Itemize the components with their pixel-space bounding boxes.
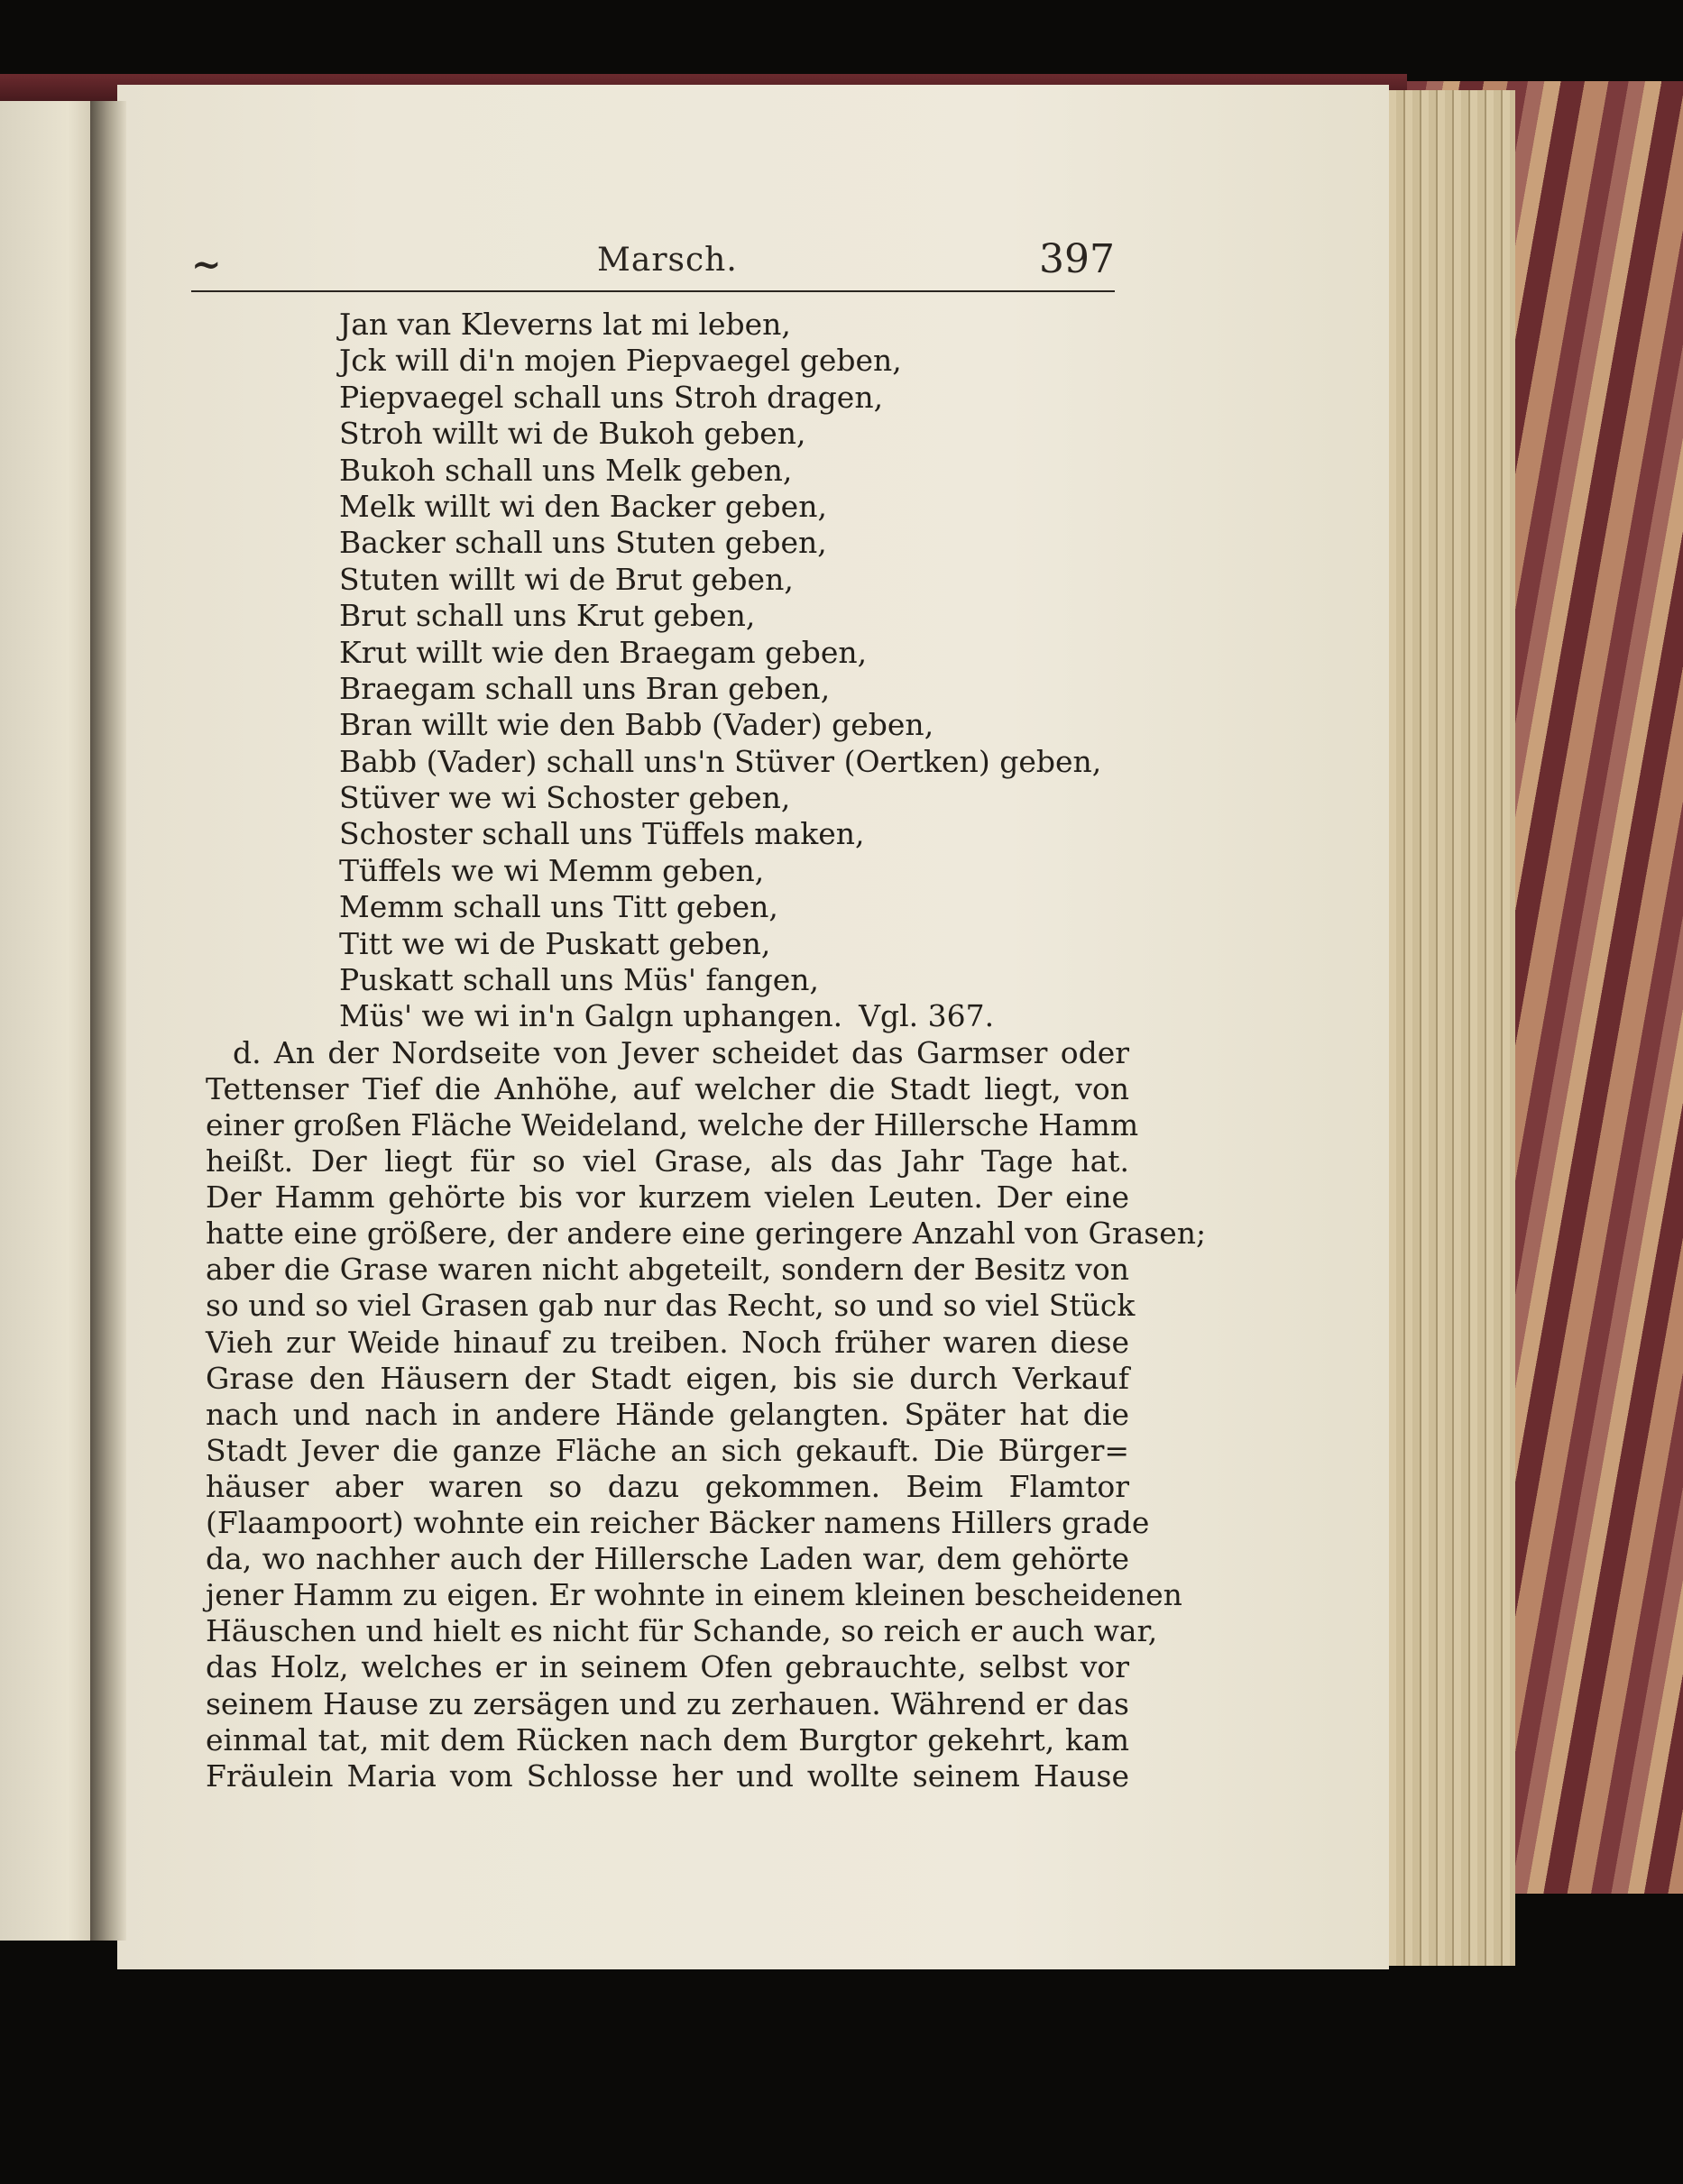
- verse-line: Backer schall uns Stuten geben,: [339, 525, 827, 561]
- paragraph-line: (Flaampoort) wohnte ein reicher Bäcker namens Hillers grade: [206, 1505, 1150, 1541]
- paragraph-line: häuser aber waren so dazu gekommen. Beim Flamtor: [206, 1468, 1129, 1504]
- paragraph-line: heißt. Der liegt für so viel Grase, als das Jahr Tage hat.: [206, 1143, 1129, 1179]
- cross-reference: Vgl. 367.: [859, 998, 995, 1034]
- paragraph-line: Häuschen und hielt es nicht für Schande, so reich er auch war,: [206, 1613, 1158, 1649]
- verse-line: Babb (Vader) schall uns'n Stüver (Oertken) geben,: [339, 743, 1102, 779]
- paragraph-line: Stadt Jever die ganze Fläche an sich gekauft. Die Bürger=: [206, 1432, 1129, 1468]
- paragraph-line: jener Hamm zu eigen. Er wohnte in einem kleinen bescheidenen: [206, 1577, 1182, 1613]
- verse-line: Jan van Kleverns lat mi leben,: [339, 307, 791, 342]
- paragraph-line: seinem Hause zu zersägen und zu zerhauen. Während er das: [206, 1685, 1129, 1721]
- header-rule: [191, 290, 1115, 292]
- verse-line: Stüver we wi Schoster geben,: [339, 780, 791, 816]
- paragraph-line: Tettenser Tief die Anhöhe, auf welcher die Stadt liegt, von: [206, 1070, 1129, 1106]
- verse-line: Piepvaegel schall uns Stroh dragen,: [339, 379, 884, 415]
- verse-line: Tüffels we wi Memm geben,: [339, 852, 765, 888]
- paragraph-line: einer großen Fläche Weideland, welche der Hillersche Hamm: [206, 1107, 1139, 1142]
- paragraph-line: hatte eine größere, der andere eine geringere Anzahl von Grasen;: [206, 1216, 1207, 1252]
- verse-line: Memm schall uns Titt geben,: [339, 889, 778, 925]
- verse-line: Stuten willt wi de Brut geben,: [339, 561, 794, 597]
- verse-line: Melk willt wi den Backer geben,: [339, 488, 827, 524]
- page-header: [191, 236, 1115, 290]
- verse-line: Bukoh schall uns Melk geben,: [339, 452, 793, 488]
- verse-block: [339, 307, 1129, 1035]
- running-head: Marsch.: [597, 242, 738, 279]
- paragraph-line: da, wo nachher auch der Hillersche Laden war, dem gehörte: [206, 1541, 1129, 1577]
- page-body: [206, 307, 1207, 1794]
- verse-line: Titt we wi de Puskatt geben,: [339, 925, 771, 961]
- verse-line: Brut schall uns Krut geben,: [339, 598, 756, 634]
- page-stack-edges: [1380, 90, 1515, 1966]
- verse-line: Stroh willt wi de Bukoh geben,: [339, 416, 806, 452]
- paragraph-line: aber die Grase waren nicht abgeteilt, sondern der Besitz von: [206, 1252, 1129, 1288]
- verse-line: Jck will di'n mojen Piepvaegel geben,: [339, 343, 902, 379]
- paragraph-line: Grase den Häusern der Stadt eigen, bis sie durch Verkauf: [206, 1360, 1129, 1396]
- verse-line: Schoster schall uns Tüffels maken,: [339, 816, 865, 852]
- gutter-shadow: [90, 101, 126, 1941]
- verse-line-last: [339, 998, 1129, 1034]
- prose-paragraph: [206, 1034, 1207, 1794]
- paragraph-line: Der Hamm gehörte bis vor kurzem vielen Leuten. Der eine: [206, 1179, 1129, 1216]
- page-number: 397: [1039, 236, 1115, 282]
- verse-line: Puskatt schall uns Müs' fangen,: [339, 962, 820, 998]
- paragraph-line: das Holz, welches er in seinem Ofen gebrauchte, selbst vor: [206, 1649, 1129, 1685]
- paragraph-line: d. An der Nordseite von Jever scheidet das Garmser oder: [233, 1034, 1129, 1070]
- facing-page-edge: [0, 101, 97, 1941]
- paragraph-line: nach und nach in andere Hände gelangten. Später hat die: [206, 1396, 1129, 1432]
- paragraph-line: einmal tat, mit dem Rücken nach dem Burgtor gekehrt, kam: [206, 1721, 1129, 1757]
- paragraph-line: Vieh zur Weide hinauf zu treiben. Noch früher waren diese: [206, 1324, 1129, 1360]
- paragraph-line: so und so viel Grasen gab nur das Recht, so und so viel Stück: [206, 1288, 1136, 1324]
- verse-line: Krut willt wie den Braegam geben,: [339, 634, 868, 670]
- verse-line-text: Müs' we wi in'n Galgn uphangen.: [339, 998, 843, 1034]
- verse-line: Bran willt wie den Babb (Vader) geben,: [339, 707, 934, 743]
- verse-line: Braegam schall uns Bran geben,: [339, 670, 831, 706]
- paragraph-line: Fräulein Maria vom Schlosse her und wollte seinem Hause: [206, 1757, 1129, 1794]
- signature-mark: ~: [191, 243, 222, 286]
